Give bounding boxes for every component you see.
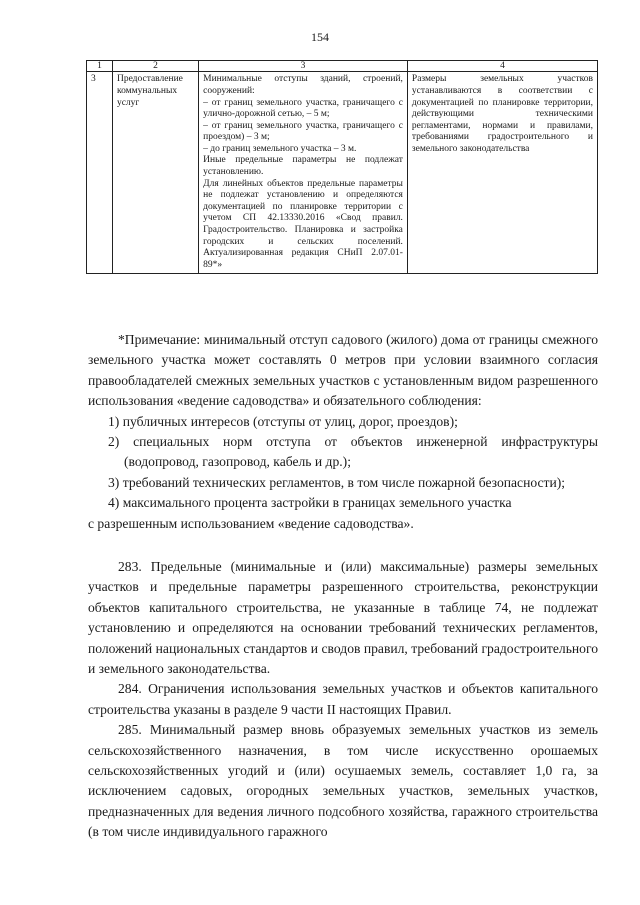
table-row [87,72,598,274]
note-tail: с разрешенным использованием «ведение садоводства». [88,515,414,531]
row-number-cell: 3 [87,72,113,274]
note-item: 3) требований технических регламентов, в том числе пожарной безопасности); [108,474,566,490]
header-cell-4: 4 [407,61,597,72]
paragraph-285: 285. Минимальный размер вновь образуемых земельных участков из земель сельскохозяйственного назначения, в том числе искусственно орошаемых сельскохозяйственных угодий и (или) осушаемых земель, составляет 1,0 га, за исключением садовых, огородных земельных участков, земельных участков, предназначенных для ведения личного подсобного хозяйства, гаражного строительства (в том числе индивидуального гаражного [88,722,598,840]
header-cell-1: 1 [87,61,113,72]
paragraph-284: 284. Ограничения использования земельных участков и объектов капитального строительства указаны в разделе 9 части II настоящих Правил. [88,681,598,717]
header-cell-3: 3 [199,61,408,72]
parameters-cell [199,72,408,274]
plot-size-text: Размеры земельных участков устанавливаются в соответствии с документацией по планировке территории, действующими техническими регламентами, нормами и правилами, требованиями градостроительного и земельного законодательства [411,74,593,154]
note-item: 2) специальных норм отступа от объектов инженерной инфраструктуры (водопровод, газопровод, кабель и др.); [108,434,598,470]
parameters-line: Иные предельные параметры не подлежат установлению. [203,155,403,178]
note-intro: *Примечание: минимальный отступ садового (жилого) дома от границы смежного земельного участка может составлять 0 метров при условии взаимного согласия правообладателей смежных земельных участков с установленным видом разрешенного использования «ведение садоводства» и обязательного соблюдения: [88,332,598,409]
page-number: 154 [311,30,329,44]
table-header-row [87,61,598,72]
plot-size-cell [407,72,597,274]
zoning-table [86,60,598,274]
note-item: 4) максимального процента застройки в границах земельного участка [108,495,512,511]
parameters-line: – от границ земельного участка, граничащего с проездом) – 3 м; [203,120,403,143]
body-paragraphs [88,557,598,843]
parameters-line: – от границ земельного участка, граничащего с улично-дорожной сетью, – 5 м; [203,97,403,120]
parameters-line: Для линейных объектов предельные параметры не подлежат установлению и определяются документацией по планировке территории с учетом СП 42.13330.2016 «Свод правил. Градостроительство. Планировка и застройка городских и сельских поселений. Актуализированная редакция СНиП 2.07.01-89*» [203,178,403,270]
note-item: 1) публичных интересов (отступы от улиц, дорог, проездов); [108,413,458,429]
use-type-cell: Предоставление коммунальных услуг [112,72,198,274]
paragraph-283: 283. Предельные (минимальные и (или) максимальные) размеры земельных участков и предельные параметры разрешенного строительства, реконструкции объектов капитального строительства, не указанные в таблице 74, не подлежат установлению и определяются на основании требований технических регламентов, положений национальных стандартов и сводов правил, требований градостроительного и земельного законодательства. [88,559,598,677]
parameters-line: Минимальные отступы зданий, строений, сооружений: [203,74,403,97]
note-section [88,330,598,534]
parameters-line: – до границ земельного участка – 3 м. [203,143,357,154]
header-cell-2: 2 [112,61,198,72]
